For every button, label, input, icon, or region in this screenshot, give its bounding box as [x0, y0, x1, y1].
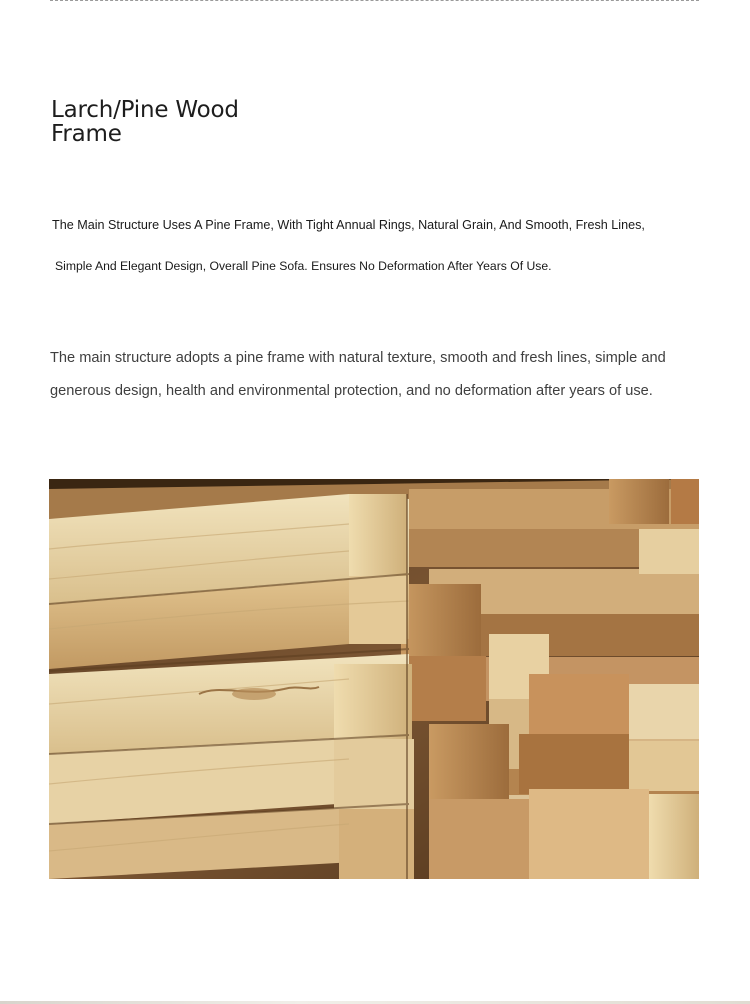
tagline-line-2: Simple And Elegant Design, Overall Pine Sofa. Ensures No Deformation After Years Of Use.	[55, 259, 552, 273]
description-paragraph: The main structure adopts a pine frame with natural texture, smooth and fresh lines, simple and generous design, health and environmental protection, and no deformation after years of use.	[50, 350, 666, 399]
pine-lumber-photo	[49, 479, 699, 879]
top-dashed-divider	[50, 0, 699, 1]
tagline-line-1: The Main Structure Uses A Pine Frame, With Tight Annual Rings, Natural Grain, And Smooth, Fresh Lines,	[52, 218, 645, 232]
section-title: Larch/Pine Wood Frame	[51, 97, 239, 147]
